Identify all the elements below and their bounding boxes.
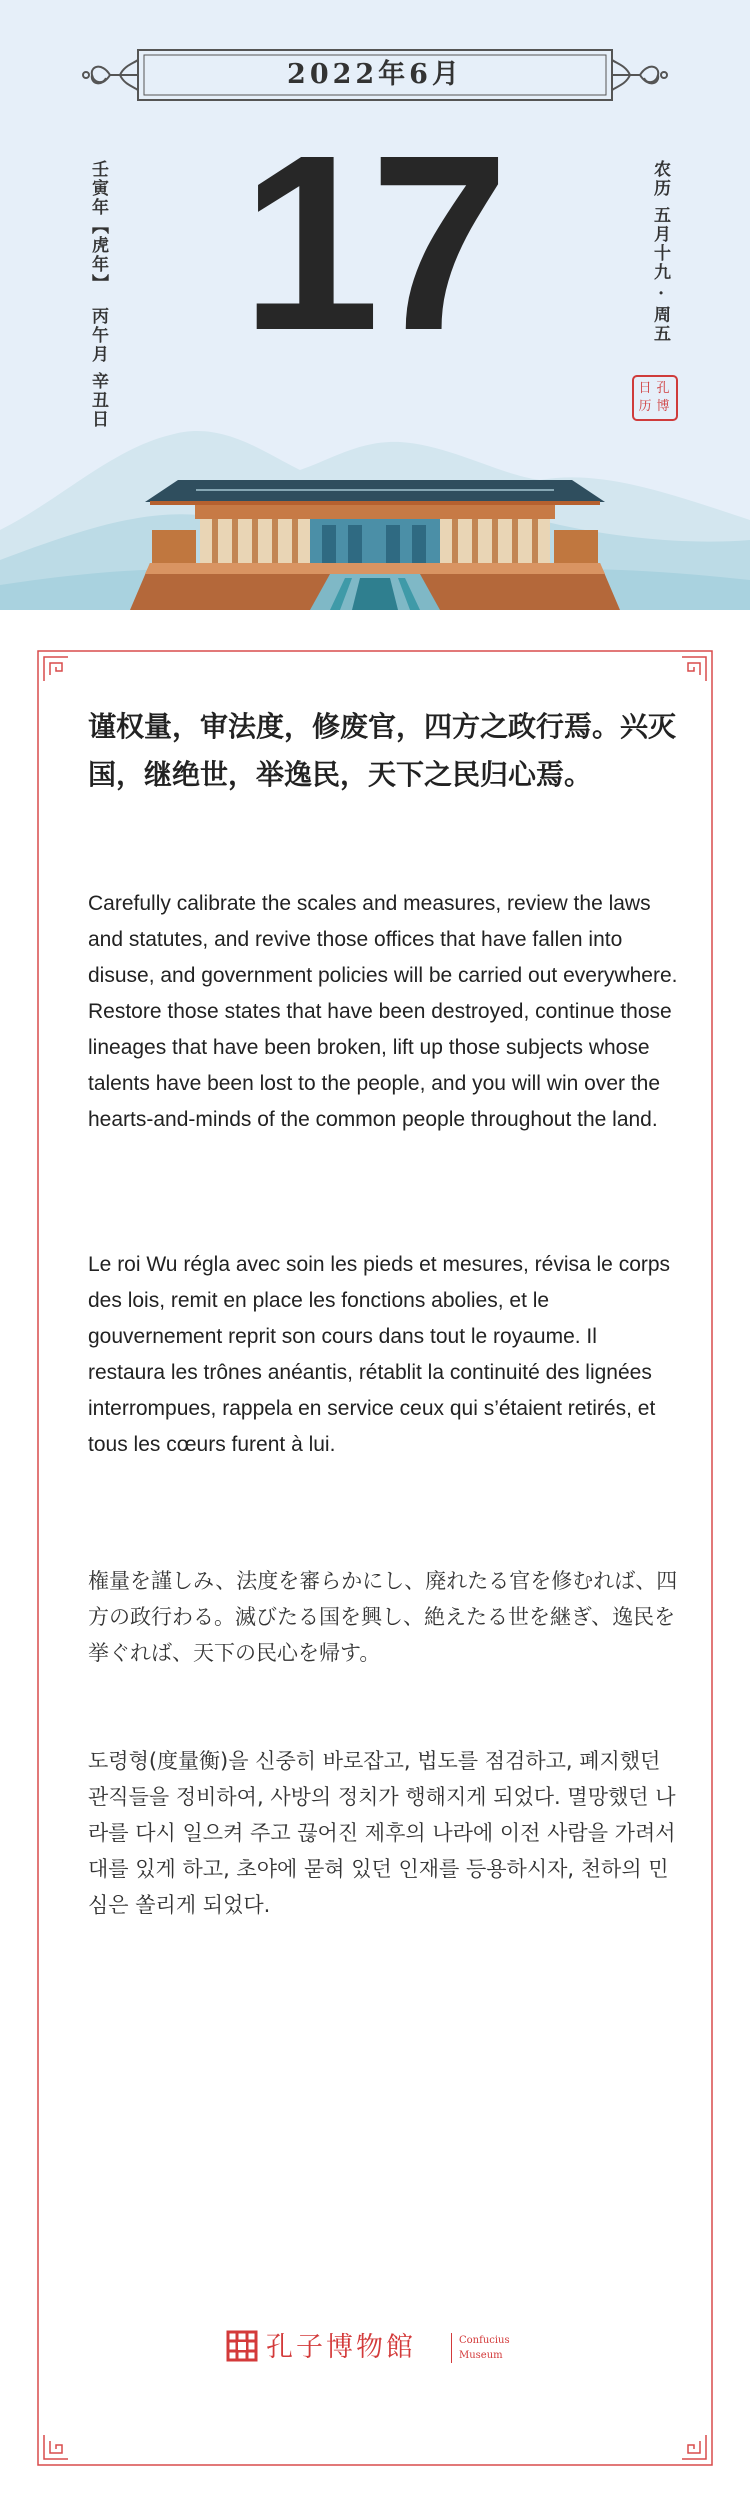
quote-english: Carefully calibrate the scales and measures, review the laws and statutes, and revive those offices that have fallen into disuse, and government policies will be carried out everywhere. Restore those states that have been destroyed, continue those lineages that have been broken, lift up those subjects whose talents have been lost to the people, and you will win over the hearts-and-minds of the common people throughout the land. (88, 892, 678, 1131)
quote-french: Le roi Wu régla avec soin les pieds et mesures, révisa le corps des lois, remit en place les fonctions abolies, et le gouvernement reprit son cours dans tout le royaume. Il restaura les trônes anéantis, rétablit la continuité des lignées interrompues, rappela en service ceux qui s’étaient retirés, et tous les cœurs furent à lui. (88, 1253, 671, 1456)
museum-name-english (459, 2333, 510, 2363)
seal-char: 日 (638, 381, 652, 396)
ganzhi-year: 壬寅年【虎年】 (88, 160, 108, 293)
quote-chinese: 谨权量，审法度，修废官，四方之政行焉。兴灭国，继绝世，举逸民，天下之民归心焉。 (88, 710, 677, 791)
museum-logo (226, 2323, 526, 2373)
seal-char: 孔 (656, 381, 670, 396)
quote-korean: 도령형(度量衡)을 신중히 바로잡고, 법도를 점검하고, 폐지했던 관직들을 정비하여, 사방의 정치가 행해지게 되었다. 멸망했던 나라를 다시 일으켜 주고 끊어진 제후의 나라에 이전 사람을 가려서 대를 있게 하고, 초야에 묻혀 있던 인재를 등용하시자, 천하의 민심은 쏠리게 되었다. (88, 1749, 676, 1917)
museum-name-en-line2: Museum (459, 2350, 503, 2361)
museum-logo-icon (226, 2330, 258, 2362)
museum-name-en-line1: Confucius (459, 2335, 510, 2346)
month-title-frame (80, 40, 670, 110)
logo-divider (451, 2333, 452, 2363)
ganzhi-month-day: 丙午月 辛丑日 (88, 307, 108, 429)
lunar-date: 农历 五月十九 · 周五 (650, 160, 670, 344)
quote-card (30, 643, 720, 2473)
quote-japanese: 権量を謹しみ、法度を審らかにし、廃れたる官を修むれば、四方の政行わる。滅びたる国を興し、絶えたる世を継ぎ、逸民を挙ぐれば、天下の民心を帰す。 (88, 1569, 678, 1665)
calendar-header (0, 0, 750, 610)
seal-char: 博 (656, 399, 670, 414)
month-title: 2022年6月 (287, 59, 463, 90)
temple-landscape-illustration (0, 380, 750, 610)
museum-name: 孔子博物館 (266, 2332, 416, 2363)
seal-char: 历 (638, 399, 652, 414)
day-number: 17 (240, 103, 500, 382)
